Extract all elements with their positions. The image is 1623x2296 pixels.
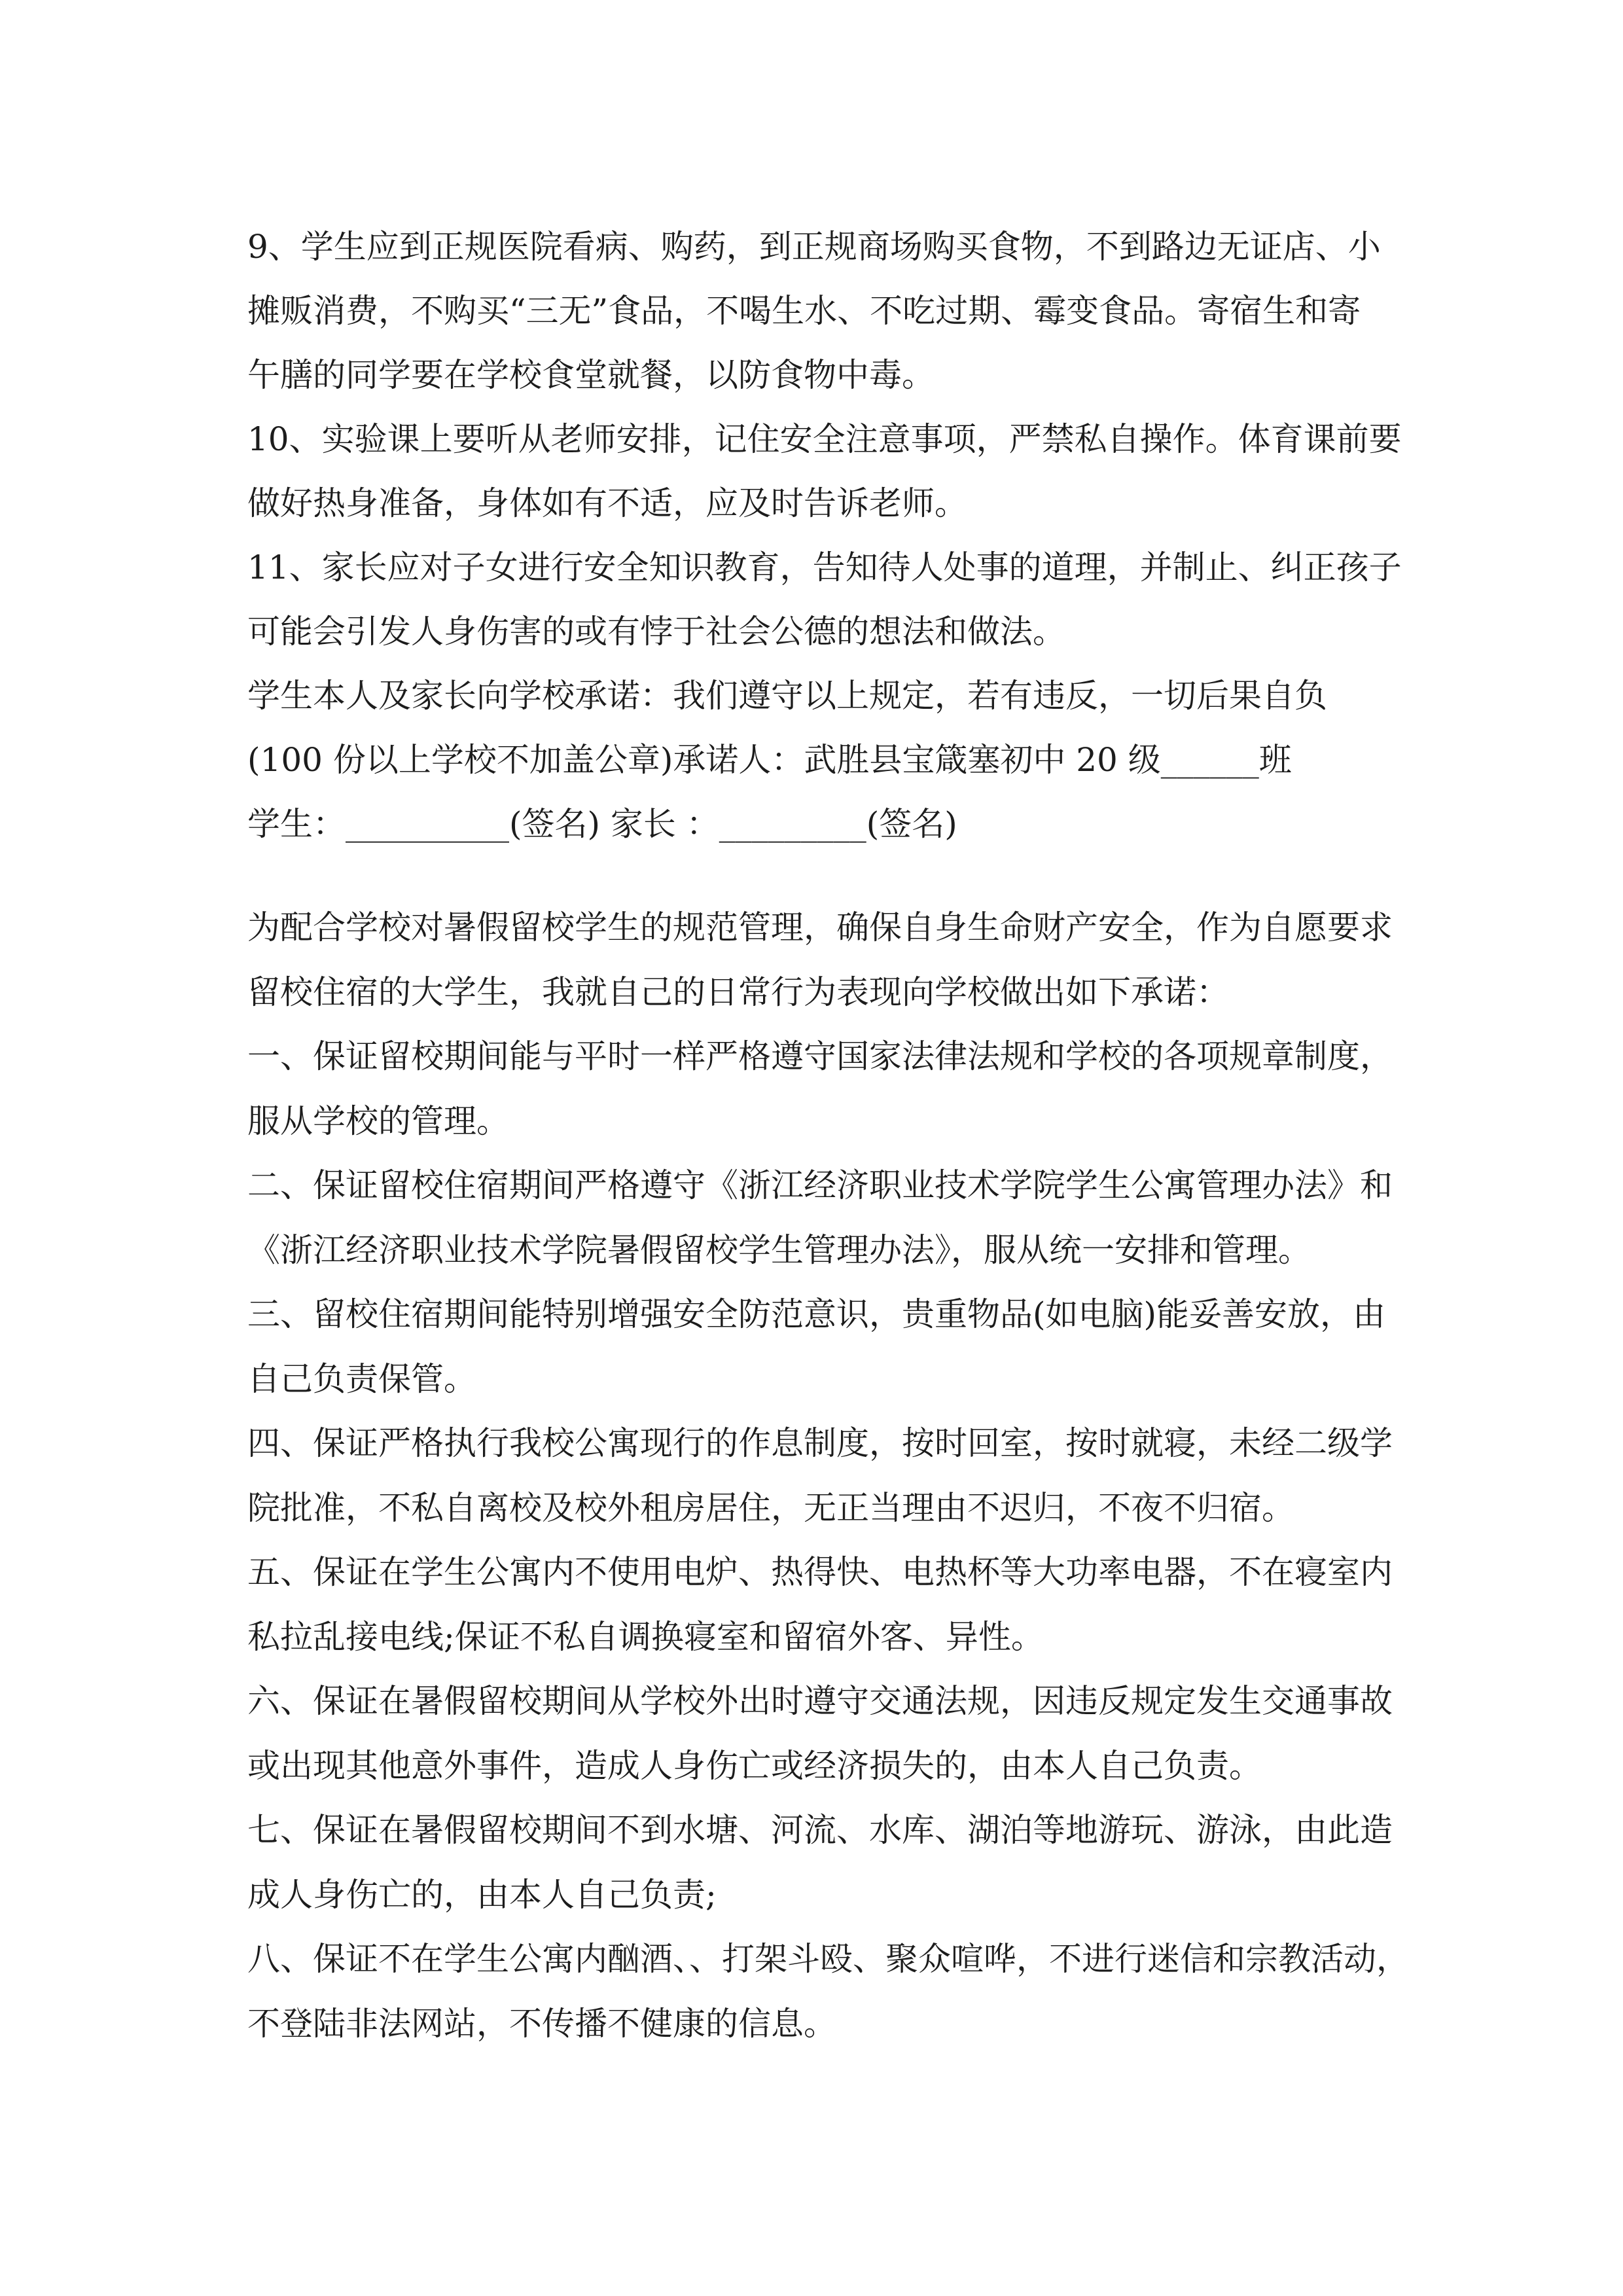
text-line: 11、家长应对子女进行安全知识教育，告知待人处事的道理，并制止、纠正孩子 [247,548,1402,586]
text-line: 七、保证在暑假留校期间不到水塘、河流、水库、湖泊等地游玩、游泳，由此造 [247,1811,1393,1849]
pledge-item-5 [247,1540,1399,1669]
text-line: 9、学生应到正规医院看病、购药，到正规商场购买食物，不到路边无证店、小 [247,228,1381,266]
pledge-signature-paragraph [247,664,1399,856]
text-line: 四、保证严格执行我校公寓现行的作息制度，按时回室，按时就寝，未经二级学 [247,1424,1393,1462]
pledge-item-7 [247,1798,1399,1927]
text-line: (100 份以上学校不加盖公章)承诺人：武胜县宝箴塞初中 20 级______班 [247,741,1292,779]
text-line: 院批准，不私自离校及校外租房居住，无正当理由不迟归，不夜不归宿。 [247,1488,1294,1527]
text-line: 一、保证留校期间能与平时一样严格遵守国家法律法规和学校的各项规章制度， [247,1037,1393,1075]
summer-stay-pledge-section [247,895,1409,2056]
text-line: 摊贩消费，不购买“三无”食品，不喝生水、不吃过期、霉变食品。寄宿生和寄 [247,292,1361,330]
signature-line: 学生：__________(签名) 家长 ：_________(签名) [247,805,957,843]
text-line: 二、保证留校住宿期间严格遵守《浙江经济职业技术学院学生公寓管理办法》和 [247,1166,1393,1204]
pledge-intro-paragraph [247,895,1399,1024]
text-line: 不登陆非法网站，不传播不健康的信息。 [247,2004,836,2043]
pledge-item-8 [247,1927,1409,2056]
text-line: 《浙江经济职业技术学院暑假留校学生管理办法》，服从统一安排和管理。 [247,1230,1311,1269]
rule-9-paragraph [247,215,1399,407]
text-line: 可能会引发人身伤害的或有悖于社会公德的想法和做法。 [247,613,1065,651]
pledge-item-6 [247,1669,1399,1798]
pledge-item-2 [247,1153,1399,1282]
rule-11-paragraph [247,535,1402,664]
text-line: 五、保证在学生公寓内不使用电炉、热得快、电热杯等大功率电器，不在寝室内 [247,1553,1393,1591]
text-line: 午膳的同学要在学校食堂就餐，以防食物中毒。 [247,356,935,394]
student-safety-rules-section [247,215,1402,856]
text-line: 为配合学校对暑假留校学生的规范管理，确保自身生命财产安全，作为自愿要求 [247,908,1393,946]
text-line: 10、实验课上要听从老师安排，记住安全注意事项，严禁私自操作。体育课前要 [247,420,1402,458]
text-line: 成人身伤亡的，由本人自己负责; [247,1875,717,1914]
pledge-item-1 [247,1024,1399,1153]
pledge-item-4 [247,1411,1399,1540]
rule-10-paragraph [247,407,1402,535]
text-line: 八、保证不在学生公寓内酗酒、、打架斗殴、聚众喧哗，不进行迷信和宗教活动， [247,1940,1409,1978]
pledge-item-3 [247,1282,1399,1411]
text-line: 留校住宿的大学生，我就自己的日常行为表现向学校做出如下承诺： [247,973,1229,1011]
text-line: 或出现其他意外事件，造成人身伤亡或经济损失的，由本人自己负责。 [247,1746,1262,1785]
text-line: 六、保证在暑假留校期间从学校外出时遵守交通法规，因违反规定发生交通事故 [247,1682,1393,1720]
text-line: 做好热身准备，身体如有不适，应及时告诉老师。 [247,484,967,522]
text-line: 自己负责保管。 [247,1359,476,1398]
text-line: 私拉乱接电线;保证不私自调换寝室和留宿外客、异性。 [247,1617,1044,1656]
text-line: 学生本人及家长向学校承诺：我们遵守以上规定，若有违反，一切后果自负 [247,677,1327,715]
text-line: 三、留校住宿期间能特别增强安全防范意识，贵重物品(如电脑)能妥善安放，由 [247,1295,1386,1333]
text-line: 服从学校的管理。 [247,1102,509,1140]
